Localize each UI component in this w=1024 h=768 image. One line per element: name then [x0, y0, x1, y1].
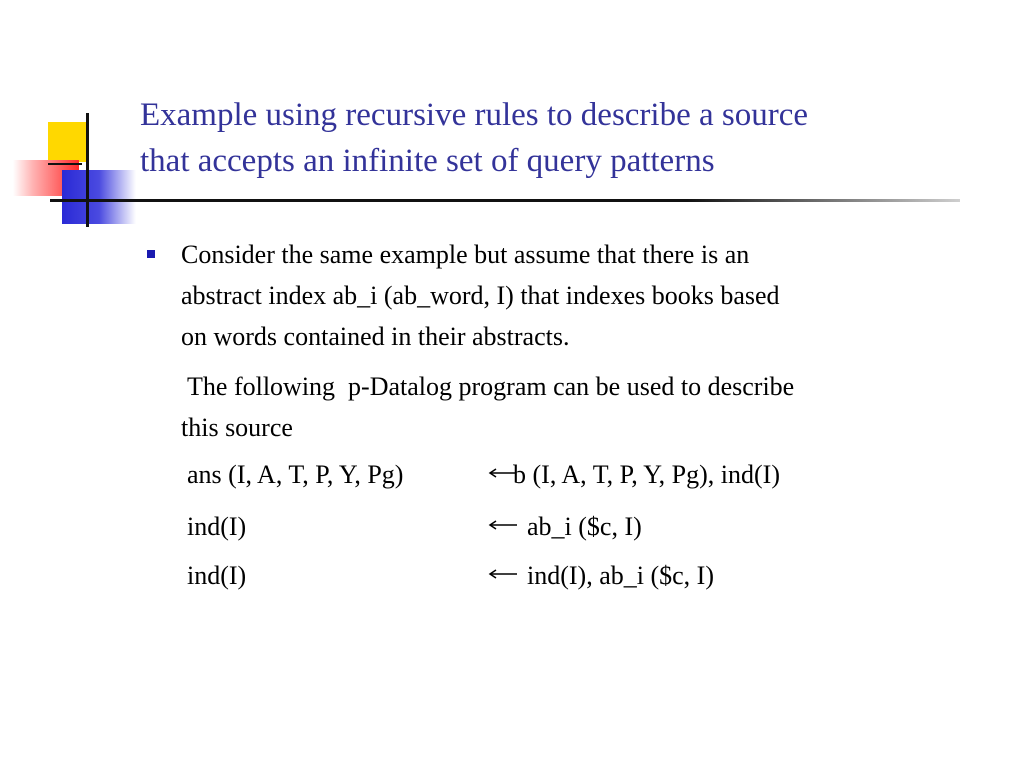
following-line-1: The following p-Datalog program can be used to describe — [181, 372, 795, 401]
bullet-paragraph — [181, 234, 780, 357]
rule-head: ans (I, A, T, P, Y, Pg) — [187, 460, 404, 489]
title-line-1: Example using recursive rules to describe a source — [140, 97, 809, 133]
rule-body: ab_i ($c, I) — [527, 512, 642, 541]
title-underline — [50, 199, 960, 202]
slide-logo-decoration — [0, 0, 140, 240]
datalog-rule — [187, 556, 987, 596]
bullet-square-icon — [147, 250, 155, 258]
vertical-line-decoration — [86, 113, 89, 227]
short-horizontal-line-decoration — [48, 163, 82, 165]
slide-title — [140, 92, 1000, 184]
left-arrow-icon — [487, 566, 517, 582]
bullet-line-3: on words contained in their abstracts. — [181, 322, 570, 351]
blue-square-decoration — [62, 170, 136, 224]
rule-head: ind(I) — [187, 512, 247, 541]
datalog-rule — [187, 455, 987, 495]
bullet-line-2: abstract index ab_i (ab_word, I) that indexes books based — [181, 281, 780, 310]
datalog-rule — [187, 507, 987, 547]
rule-head: ind(I) — [187, 561, 247, 590]
following-line-2: this source — [181, 413, 293, 442]
rule-body: b (I, A, T, P, Y, Pg), ind(I) — [513, 460, 780, 489]
yellow-square-decoration — [48, 122, 88, 162]
rule-body: ind(I), ab_i ($c, I) — [527, 561, 714, 590]
left-arrow-icon — [487, 517, 517, 533]
following-paragraph — [181, 366, 794, 448]
title-line-2: that accepts an infinite set of query patterns — [140, 143, 715, 179]
bullet-line-1: Consider the same example but assume that there is an — [181, 240, 750, 269]
